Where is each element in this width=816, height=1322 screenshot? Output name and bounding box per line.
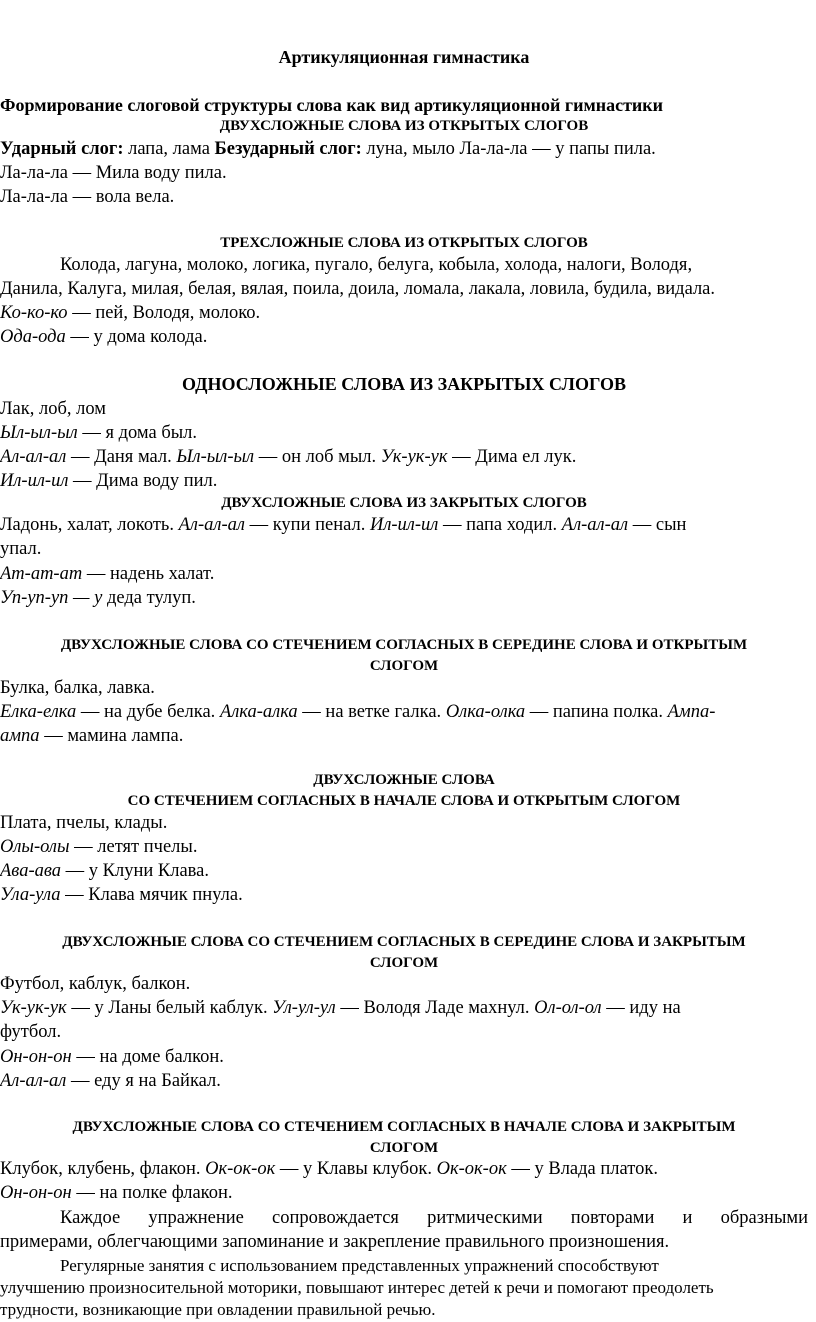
closing-paragraph-line: примерами, облегчающими запоминание и закрепление правильного произношения. <box>0 1232 670 1252</box>
text-span: луна, мыло Ла-ла-ла — у папы пила. <box>361 139 656 159</box>
paragraph-line <box>0 325 808 349</box>
italic-chant: Олы-олы <box>0 837 70 857</box>
italic-chant: Ил-ил-ил <box>369 515 439 535</box>
italic-chant: Ил-ил-ил <box>0 471 69 491</box>
text-span: — купи пенал. <box>244 515 370 535</box>
text-span: — я дома был. <box>77 423 198 443</box>
paragraph-line <box>0 1069 808 1093</box>
italic-chant: Ава-ава <box>0 861 62 881</box>
text-span: — он лоб мыл. <box>254 447 381 467</box>
italic-chant: Ул-ул-ул <box>272 998 336 1018</box>
text-span: — на доме балкон. <box>71 1047 224 1067</box>
paragraph-line <box>0 421 808 445</box>
text-span: — надень халат. <box>82 564 215 584</box>
paragraph-line: футбол. <box>0 1022 62 1042</box>
paragraph-line <box>0 586 808 610</box>
paragraph-line <box>0 301 808 325</box>
italic-chant: Ук-ук-ук <box>380 447 448 467</box>
text-span: — еду я на Байкал. <box>66 1071 221 1091</box>
section-heading: ДВУХСЛОЖНЫЕ СЛОВА ИЗ ОТКРЫТЫХ СЛОГОВ <box>219 118 589 134</box>
italic-chant: Ода-ода <box>0 327 66 347</box>
text-span: — папа ходил. <box>438 515 562 535</box>
text-span: — у Ланы белый каблук. <box>66 998 273 1018</box>
italic-chant: Олка-олка <box>445 702 526 722</box>
text-span: — сын <box>628 515 687 535</box>
text-span: — Володя Ладе махнул. <box>335 998 535 1018</box>
paragraph-line <box>0 137 808 161</box>
paragraph-line <box>0 859 808 883</box>
paragraph-line: Плата, пчелы, клады. <box>0 813 168 833</box>
paragraph-line <box>0 1045 808 1069</box>
closing-paragraph-line: Регулярные занятия с использованием представленных упражнений способствуют <box>60 1256 659 1275</box>
italic-chant: ампа <box>0 726 40 746</box>
italic-chant: Ал-ал-ал <box>0 447 67 467</box>
section-heading: СЛОГОМ <box>369 1140 439 1156</box>
paragraph-line <box>0 883 808 907</box>
paragraph-line: Данила, Калуга, милая, белая, вялая, поила, доила, ломала, лакала, ловила, будила, видала. <box>0 279 716 299</box>
italic-chant: Ал-ал-ал <box>0 1071 67 1091</box>
text-span: — у Влада платок. <box>506 1159 658 1179</box>
paragraph-line <box>0 700 808 724</box>
italic-chant: Ок-ок-ок <box>205 1159 276 1179</box>
section-heading: СЛОГОМ <box>369 658 439 674</box>
paragraph-line: Футбол, каблук, балкон. <box>0 974 191 994</box>
section-heading: ДВУХСЛОЖНЫЕ СЛОВА СО СТЕЧЕНИЕМ СОГЛАСНЫХ В НАЧАЛЕ СЛОВА И ЗАКРЫТЫМ <box>72 1119 736 1135</box>
italic-chant: Ал-ал-ал <box>178 515 245 535</box>
italic-chant: Он-он-он <box>0 1183 72 1203</box>
closing-paragraph-line: улучшению произносительной моторики, повышают интерес детей к речи и помогают преодолеть <box>0 1278 714 1297</box>
paragraph-line <box>0 996 808 1020</box>
italic-chant: Ок-ок-ок <box>436 1159 507 1179</box>
section-heading: ОДНОСЛОЖНЫЕ СЛОВА ИЗ ЗАКРЫТЫХ СЛОГОВ <box>182 374 626 394</box>
closing-paragraph-line: трудности, возникающие при овладении правильной речью. <box>0 1300 436 1319</box>
paragraph-line: упал. <box>0 539 42 559</box>
text-span: — у Клавы клубок. <box>275 1159 437 1179</box>
italic-chant: Ула-ула <box>0 885 61 905</box>
italic-chant: Ыл-ыл-ыл <box>0 423 78 443</box>
italic-chant: Ол-ол-ол <box>534 998 602 1018</box>
text-span: — Даня мал. <box>66 447 177 467</box>
section-heading: ДВУХСЛОЖНЫЕ СЛОВА СО СТЕЧЕНИЕМ СОГЛАСНЫХ В СЕРЕДИНЕ СЛОВА И ЗАКРЫТЫМ <box>62 934 746 950</box>
italic-chant: Ко-ко-ко <box>0 303 68 323</box>
paragraph-line <box>0 445 808 469</box>
text-span: — на дубе белка. <box>76 702 220 722</box>
italic-chant: Он-он-он <box>0 1047 72 1067</box>
paragraph-line: Ла-ла-ла — Мила воду пила. <box>0 163 227 183</box>
paragraph-line: Лак, лоб, лом <box>0 399 106 419</box>
section-heading: ДВУХСЛОЖНЫЕ СЛОВА СО СТЕЧЕНИЕМ СОГЛАСНЫХ В СЕРЕДИНЕ СЛОВА И ОТКРЫТЫМ <box>60 637 748 653</box>
section-heading: ДВУХСЛОЖНЫЕ СЛОВА <box>313 772 495 788</box>
italic-chant: Ал-ал-ал <box>561 515 629 535</box>
text-span: — Дима ел лук. <box>447 447 577 467</box>
text-span: — Клава мячик пнула. <box>60 885 243 905</box>
italic-chant: Ат-ат-ат <box>0 564 83 584</box>
text-span: — летят пчелы. <box>69 837 198 857</box>
paragraph-line <box>0 469 808 493</box>
text-span: — на полке флакон. <box>71 1183 233 1203</box>
italic-chant: Ук-ук-ук <box>0 998 67 1018</box>
text-span: — папина полка. <box>525 702 668 722</box>
document-subtitle: Формирование слоговой структуры слова как вид артикуляционной гимнастики <box>0 95 664 115</box>
text-span: — у Клуни Клава. <box>61 861 210 881</box>
paragraph-line: Булка, балка, лавка. <box>0 678 155 698</box>
text-span: — иду на <box>601 998 681 1018</box>
italic-chant: Елка-елка <box>0 702 77 722</box>
paragraph-line <box>0 513 808 537</box>
bold-label: Ударный слог: <box>0 139 124 159</box>
paragraph-line: Колода, лагуна, молоко, логика, пугало, белуга, кобыла, холода, налоги, Володя, <box>60 255 693 275</box>
text-span: Клубок, клубень, флакон. <box>0 1159 206 1179</box>
text-span: — Дима воду пил. <box>68 471 218 491</box>
italic-chant: Ыл-ыл-ыл <box>176 447 255 467</box>
document-title: Артикуляционная гимнастика <box>278 47 530 67</box>
paragraph-line <box>0 562 808 586</box>
text-span: деда тулуп. <box>102 588 196 608</box>
section-heading: СЛОГОМ <box>369 955 439 971</box>
section-heading: ДВУХСЛОЖНЫЕ СЛОВА ИЗ ЗАКРЫТЫХ СЛОГОВ <box>221 495 587 511</box>
paragraph-line <box>0 835 808 859</box>
italic-chant: Уп-уп-уп — у <box>0 588 103 608</box>
paragraph-line <box>0 1181 808 1205</box>
closing-paragraph-line: Каждое упражнение сопровождается ритмическими повторами и образными <box>60 1208 808 1228</box>
bold-label: Безударный слог: <box>214 139 362 159</box>
paragraph-line: Ла-ла-ла — вола вела. <box>0 187 175 207</box>
text-span: — у дома колода. <box>65 327 208 347</box>
paragraph-line <box>0 724 808 748</box>
text-span: — на ветке галка. <box>297 702 446 722</box>
italic-chant: Ампа- <box>667 702 716 722</box>
section-heading: ТРЕХСЛОЖНЫЕ СЛОВА ИЗ ОТКРЫТЫХ СЛОГОВ <box>220 235 588 251</box>
paragraph-line <box>0 1157 808 1181</box>
text-span: — мамина лампа. <box>39 726 184 746</box>
text-span: Ладонь, халат, локоть. <box>0 515 179 535</box>
text-span: — пей, Володя, молоко. <box>67 303 261 323</box>
italic-chant: Алка-алка <box>219 702 298 722</box>
text-span: лапа, лама <box>123 139 215 159</box>
section-heading: СО СТЕЧЕНИЕМ СОГЛАСНЫХ В НАЧАЛЕ СЛОВА И ОТКРЫТЫМ СЛОГОМ <box>127 793 681 809</box>
